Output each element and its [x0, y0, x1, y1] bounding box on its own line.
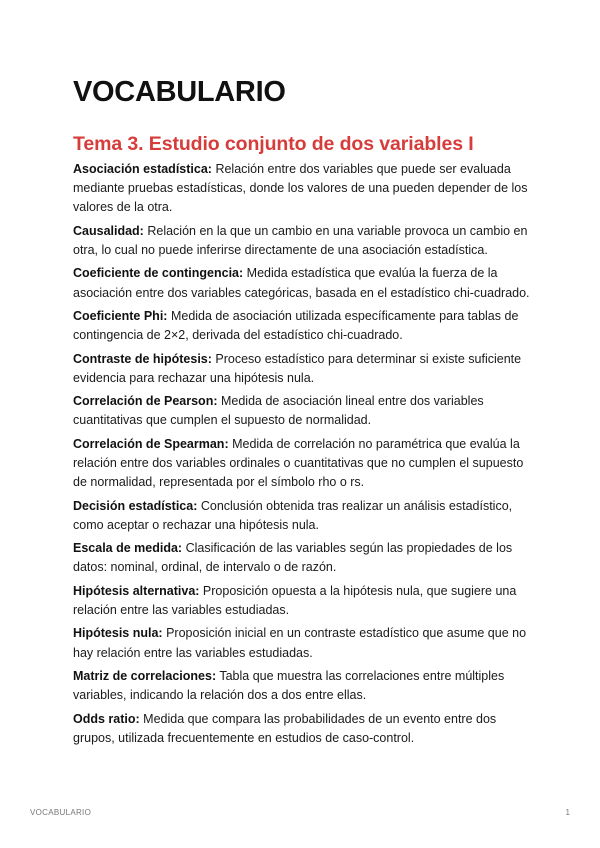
glossary-entry: [73, 350, 533, 388]
term-definition: Relación en la que un cambio en una variable provoca un cambio en otra, lo cual no puede inferirse directamente de una asociación estadística.: [73, 223, 528, 257]
term-name: Coeficiente de contingencia:: [73, 266, 244, 281]
term-name: Coeficiente Phi:: [73, 308, 168, 323]
term-definition: Tabla que muestra las correlaciones entre múltiples variables, indicando la relación dos a dos entre ellas.: [73, 668, 505, 703]
section-title: Tema 3. Estudio conjunto de dos variables I: [73, 133, 474, 155]
term-definition: Medida que compara las probabilidades de un evento entre dos grupos, utilizada frecuentemente en estudios de caso-control.: [73, 711, 497, 745]
term-name: Matriz de correlaciones:: [73, 668, 217, 683]
glossary-entry: [73, 710, 533, 748]
footer-title: VOCABULARIO: [30, 808, 92, 817]
term-name: Escala de medida:: [73, 541, 183, 556]
term-definition: Medida de asociación utilizada específicamente para tablas de contingencia de 2×2, derivada del estadístico chi-cuadrado.: [73, 308, 519, 343]
term-definition: Medida estadística que evalúa la fuerza de la asociación entre dos variables categóricas, basada en el estadístico chi-cuadrado.: [73, 266, 530, 300]
glossary-list: [73, 160, 533, 752]
term-name: Odds ratio:: [73, 711, 140, 726]
term-name: Hipótesis alternativa:: [73, 583, 200, 598]
glossary-entry: [73, 582, 533, 620]
term-name: Correlación de Pearson:: [73, 394, 218, 409]
glossary-entry: [73, 667, 533, 705]
glossary-entry: [73, 435, 533, 493]
term-name: Correlación de Spearman:: [73, 436, 229, 451]
glossary-entry: [73, 307, 533, 345]
glossary-entry: [73, 392, 533, 430]
term-definition: Proposición opuesta a la hipótesis nula, que sugiere una relación entre las variables estudiadas.: [73, 583, 517, 617]
glossary-entry: [73, 222, 533, 260]
term-definition: Medida de correlación no paramétrica que evalúa la relación entre dos variables ordinales o cuantitativas que no cumplen el supuesto de normalidad, representada por el símbolo rho o rs.: [73, 436, 524, 490]
term-definition: Medida de asociación lineal entre dos variables cuantitativas que cumplen el supuesto de normalidad.: [73, 394, 484, 428]
glossary-entry: [73, 264, 533, 302]
term-definition: Proceso estadístico para determinar si existe suficiente evidencia para rechazar una hipótesis nula.: [73, 351, 522, 385]
page-number: 1: [565, 808, 570, 817]
term-definition: Clasificación de las variables según las propiedades de los datos: nominal, ordinal, de intervalo o de razón.: [73, 541, 513, 575]
term-name: Asociación estadística:: [73, 162, 212, 176]
glossary-entry: [73, 497, 533, 535]
term-name: Contraste de hipótesis:: [73, 351, 212, 366]
page-title: VOCABULARIO: [73, 76, 286, 108]
term-name: Decisión estadística:: [73, 498, 198, 513]
glossary-entry: [73, 539, 533, 577]
glossary-entry: [73, 160, 533, 218]
term-definition: Proposición inicial en un contraste estadístico que asume que no hay relación entre las variables estudiadas.: [73, 626, 527, 660]
term-name: Hipótesis nula:: [73, 626, 163, 641]
term-definition: Relación entre dos variables que puede ser evaluada mediante pruebas estadísticas, donde los valores de una pueden depender de los valores de la otra.: [73, 162, 528, 215]
glossary-entry: [73, 624, 533, 662]
term-name: Causalidad:: [73, 223, 144, 238]
term-definition: Conclusión obtenida tras realizar un análisis estadístico, como aceptar o rechazar una hipótesis nula.: [73, 498, 513, 532]
